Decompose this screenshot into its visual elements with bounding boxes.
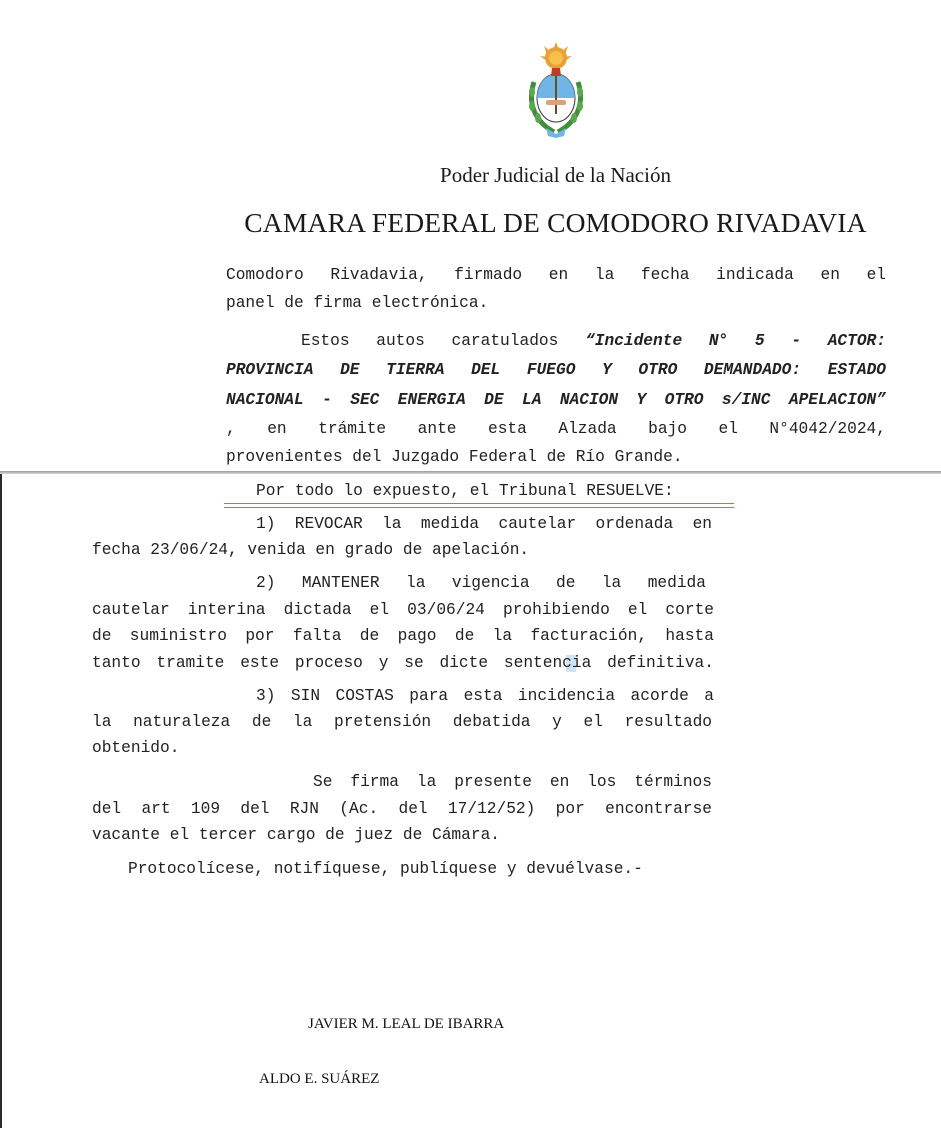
item3-line-3: obtenido. [92,739,180,757]
national-coat-of-arms-icon [524,42,588,138]
case-line-5: provenientes del Juzgado Federal de Río Grande. [226,448,683,466]
case-prefix: Estos autos caratulados [301,332,559,350]
case-title-part-1: “Incidente N° 5 - ACTOR: [585,332,886,350]
institution-title: Poder Judicial de la Nación [440,163,671,187]
item3-line-1: 3) SIN COSTAS para esta incidencia acorde a [256,687,714,705]
signature-judge-1: JAVIER M. LEAL DE IBARRA [308,1016,505,1032]
underline-1 [224,503,734,504]
page-separator [0,471,941,474]
resolution-heading: Por todo lo expuesto, el Tribunal RESUELVE: [256,482,674,500]
item2-line-3: de suministro por falta de pago de la facturación, hasta [92,627,714,645]
case-title-part-3: NACIONAL - SEC ENERGIA DE LA NACION Y OTRO s/INC APELACION” [226,391,886,409]
item1-line-1: 1) REVOCAR la medida cautelar ordenada en [256,515,712,533]
signature-judge-2: ALDO E. SUÁREZ [259,1071,380,1087]
case-line-1 [301,332,886,350]
left-margin-rule [0,474,2,1128]
item1-line-2: fecha 23/06/24, venida en grado de apelación. [92,541,530,559]
firma-line-1: Se firma la presente en los términos [313,773,712,791]
intro-line-1: Comodoro Rivadavia, firmado en la fecha indicada en el [226,266,886,284]
item3-line-2: la naturaleza de la pretensión debatida y el resultado [92,713,712,731]
underline-2 [224,507,734,508]
item2-line-4: tanto tramite este proceso y se dicte sentencia definitiva. [92,654,714,672]
item2-line-2: cautelar interina dictada el 03/06/24 prohibiendo el corte [92,601,714,619]
case-title-part-2: PROVINCIA DE TIERRA DEL FUEGO Y OTRO DEMANDADO: ESTADO [226,361,886,379]
intro-line-2: panel de firma electrónica. [226,294,489,312]
firma-line-3: vacante el tercer cargo de juez de Cámara. [92,826,500,844]
case-line-4: , en trámite ante esta Alzada bajo el N°4042/2024, [226,420,886,438]
closing-text: Protocolícese, notifíquese, publíquese y devuélvase.- [128,860,643,878]
document-page-1 [0,0,941,471]
court-title: CAMARA FEDERAL DE COMODORO RIVADAVIA [244,207,867,238]
item2-line-1: 2) MANTENER la vigencia de la medida [256,574,706,592]
firma-line-2: del art 109 del RJN (Ac. del 17/12/52) por encontrarse [92,800,712,818]
